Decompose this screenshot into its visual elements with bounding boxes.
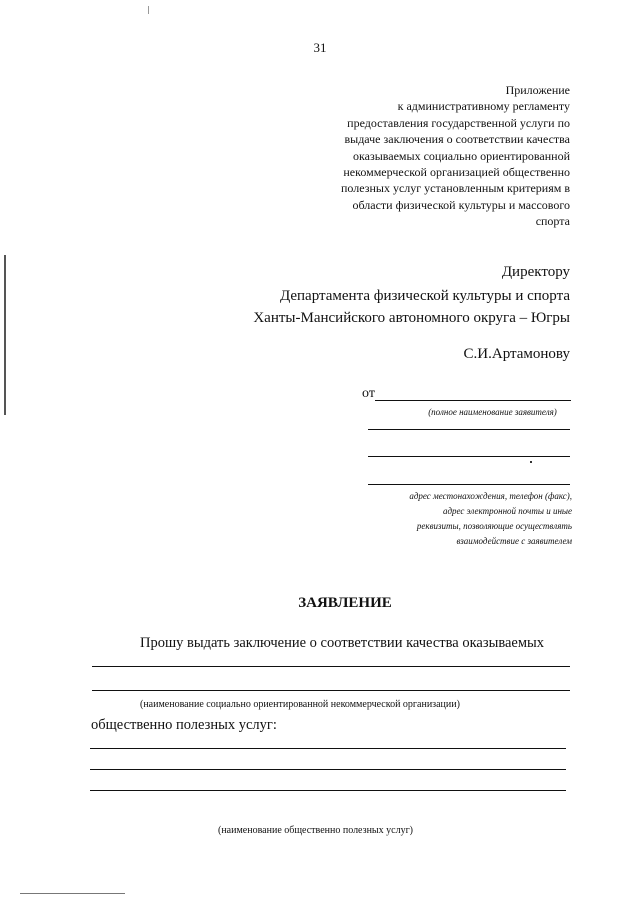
appendix-line: к административному регламенту — [397, 99, 570, 114]
services-line[interactable] — [90, 790, 566, 791]
applicant-field-line[interactable] — [368, 484, 570, 485]
caption-line: реквизиты, позволяющие осуществлять — [416, 521, 572, 531]
appendix-line: области физической культуры и массового — [352, 197, 570, 212]
appendix-line: некоммерческой организацией общественно — [343, 165, 570, 180]
appendix-line: выдаче заключения о соответствии качества — [344, 132, 570, 147]
applicant-name-line[interactable] — [375, 400, 571, 401]
caption-line: адрес электронной почты и иные — [442, 506, 572, 516]
services-caption: (наименование общественно полезных услуг) — [218, 825, 413, 836]
caption-line: адрес местонахождения, телефон (факс), — [409, 491, 572, 501]
scan-margin-mark — [4, 255, 6, 415]
addressee-name: С.И.Артамонову — [463, 346, 570, 362]
appendix-line: спорта — [535, 214, 570, 229]
appendix-block — [270, 82, 570, 230]
applicant-caption: (полное наименование заявителя) — [428, 407, 557, 417]
from-label: от — [362, 386, 375, 401]
scan-speck — [530, 461, 532, 463]
addressee-region: Ханты-Мансийского автономного округа – Югры — [253, 310, 570, 326]
applicant-field-line[interactable] — [368, 429, 570, 430]
document-title: ЗАЯВЛЕНИЕ — [298, 595, 392, 611]
scan-edge-mark — [20, 893, 125, 894]
organization-name-line[interactable] — [92, 690, 570, 691]
services-label: общественно полезных услуг: — [91, 717, 277, 733]
addressee-department: Департамента физической культуры и спорта — [279, 288, 570, 304]
appendix-line: оказываемых социально ориентированной — [352, 148, 570, 163]
appendix-line: полезных услуг установленным критериям в — [341, 181, 570, 196]
organization-name-line[interactable] — [92, 666, 570, 667]
scan-speck — [148, 6, 149, 14]
caption-line: взаимодействие с заявителем — [456, 536, 572, 546]
applicant-field-line[interactable] — [368, 456, 570, 457]
appendix-line: предоставления государственной услуги по — [347, 115, 570, 130]
addressee-title: Директору — [501, 264, 570, 280]
contact-details-caption — [342, 489, 572, 549]
request-text: Прошу выдать заключение о соответствии качества оказываемых — [140, 635, 545, 651]
page-number: 31 — [313, 40, 327, 55]
organization-caption: (наименование социально ориентированной некоммерческой организации) — [140, 699, 460, 710]
services-line[interactable] — [90, 748, 566, 749]
appendix-line: Приложение — [505, 83, 570, 97]
services-line[interactable] — [90, 769, 566, 770]
